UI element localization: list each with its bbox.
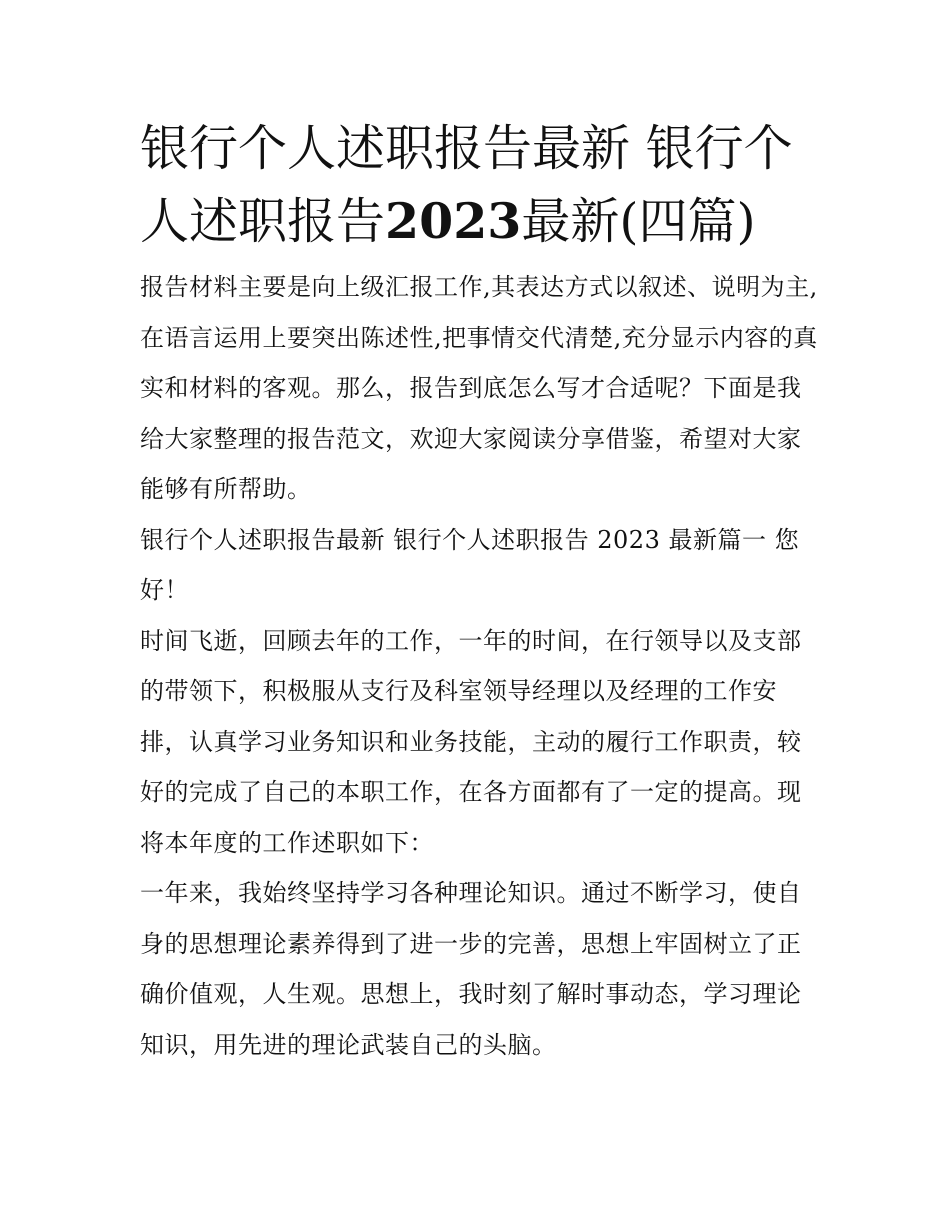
title-text: 银行个人述职报告最新 银行个人述职报告 — [140, 120, 793, 250]
document-title — [140, 112, 820, 258]
section-heading: 银行个人述职报告最新 银行个人述职报告 2023 最新篇一 您好！ — [140, 525, 800, 604]
intro-paragraph: 报告材料主要是向上级汇报工作,其表达方式以叙述、说明为主,在语言运用上要突出陈述性,把事情交代清楚,充分显示内容的真实和材料的客观。那么，报告到底怎么写才合适呢？下面是我给大家整理的报告范文，欢迎大家阅读分享借鉴，希望对大家能够有所帮助。 — [140, 273, 818, 503]
body-paragraph: 一年来，我始终坚持学习各种理论知识。通过不断学习，使自身的思想理论素养得到了进一步的完善，思想上牢固树立了正确价值观，人生观。思想上，我时刻了解时事动态，学习理论知识，用先进的理论武装自己的头脑。 — [140, 879, 802, 1059]
document-content — [140, 112, 820, 1070]
title-year: 2023 — [385, 192, 522, 250]
body-paragraph: 时间飞逝，回顾去年的工作，一年的时间，在行领导以及支部的带领下，积极服从支行及科室领导经理以及经理的工作安排，认真学习业务知识和业务技能，主动的履行工作职责，较好的完成了自己的本职工作，在各方面都有了一定的提高。现将本年度的工作述职如下： — [140, 626, 802, 857]
title-suffix: 最新(四篇) — [521, 193, 756, 250]
